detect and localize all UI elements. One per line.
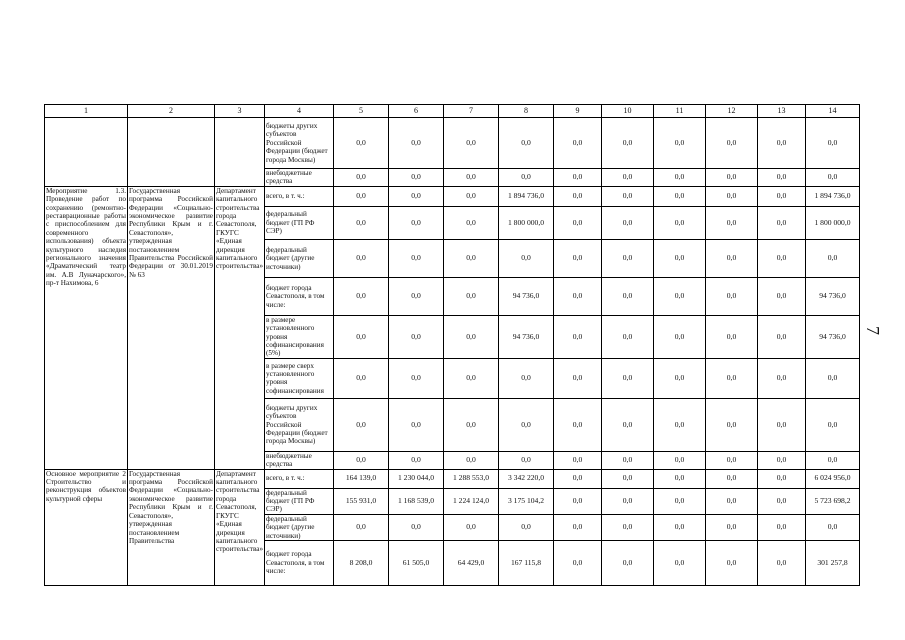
value-cell: 1 894 736,0 bbox=[806, 186, 860, 206]
value-cell: 5 723 698,2 bbox=[806, 488, 860, 514]
value-cell: 0,0 bbox=[806, 118, 860, 169]
page-number: 7 bbox=[863, 326, 883, 335]
value-cell: 94 736,0 bbox=[806, 315, 860, 358]
value-cell: 0,0 bbox=[334, 451, 389, 469]
value-cell: 1 800 000,0 bbox=[499, 206, 554, 239]
value-cell: 0,0 bbox=[334, 169, 389, 187]
value-cell: 0,0 bbox=[444, 169, 499, 187]
table-row bbox=[45, 118, 860, 169]
value-cell: 0,0 bbox=[654, 169, 706, 187]
program-cell bbox=[128, 118, 215, 187]
value-cell: 0,0 bbox=[654, 186, 706, 206]
value-cell: 0,0 bbox=[389, 239, 444, 277]
value-cell: 0,0 bbox=[654, 206, 706, 239]
executor-cell: Департамент капитального строительства города Севастополя, ГКУГС «Единая дирекция капитального строительства» bbox=[215, 186, 265, 469]
value-cell: 0,0 bbox=[554, 451, 602, 469]
column-number-9: 9 bbox=[554, 105, 602, 118]
value-cell: 61 505,0 bbox=[389, 541, 444, 586]
column-number-8: 8 bbox=[499, 105, 554, 118]
value-cell: 167 115,8 bbox=[499, 541, 554, 586]
value-cell: 0,0 bbox=[444, 118, 499, 169]
value-cell: 0,0 bbox=[554, 118, 602, 169]
program-cell: Государственная программа Российской Федерации «Социально-экономическое развитие Республики Крым и г. Севастополя», утвержденная постановлением Правительства bbox=[128, 469, 215, 585]
value-cell: 0,0 bbox=[554, 277, 602, 315]
funding-source: федеральный бюджет (другие источники) bbox=[265, 514, 334, 540]
value-cell: 0,0 bbox=[334, 239, 389, 277]
value-cell: 1 800 000,0 bbox=[806, 206, 860, 239]
value-cell: 0,0 bbox=[602, 488, 654, 514]
value-cell: 0,0 bbox=[654, 514, 706, 540]
value-cell: 0,0 bbox=[389, 118, 444, 169]
value-cell: 94 736,0 bbox=[806, 277, 860, 315]
value-cell: 0,0 bbox=[706, 451, 758, 469]
funding-source: внебюджетные средства bbox=[265, 451, 334, 469]
value-cell: 0,0 bbox=[389, 514, 444, 540]
value-cell: 0,0 bbox=[444, 451, 499, 469]
value-cell: 0,0 bbox=[706, 469, 758, 488]
funding-source: всего, в т. ч.: bbox=[265, 186, 334, 206]
value-cell: 0,0 bbox=[654, 398, 706, 451]
value-cell: 0,0 bbox=[389, 398, 444, 451]
funding-source: бюджеты других субъектов Российской Федерации (бюджет города Москвы) bbox=[265, 398, 334, 451]
value-cell: 0,0 bbox=[758, 514, 806, 540]
value-cell: 0,0 bbox=[334, 206, 389, 239]
funding-source: федеральный бюджет (другие источники) bbox=[265, 239, 334, 277]
value-cell: 0,0 bbox=[706, 118, 758, 169]
value-cell: 0,0 bbox=[602, 398, 654, 451]
value-cell: 0,0 bbox=[334, 358, 389, 398]
column-number-5: 5 bbox=[334, 105, 389, 118]
value-cell: 0,0 bbox=[554, 315, 602, 358]
value-cell: 0,0 bbox=[654, 277, 706, 315]
column-number-header bbox=[45, 105, 860, 118]
value-cell: 0,0 bbox=[499, 514, 554, 540]
column-number-4: 4 bbox=[265, 105, 334, 118]
value-cell: 0,0 bbox=[758, 186, 806, 206]
value-cell: 0,0 bbox=[602, 541, 654, 586]
value-cell: 0,0 bbox=[654, 451, 706, 469]
value-cell: 1 224 124,0 bbox=[444, 488, 499, 514]
table-row bbox=[45, 186, 860, 206]
value-cell: 0,0 bbox=[602, 239, 654, 277]
value-cell: 0,0 bbox=[554, 186, 602, 206]
column-number-14: 14 bbox=[806, 105, 860, 118]
value-cell: 0,0 bbox=[334, 118, 389, 169]
value-cell: 0,0 bbox=[706, 239, 758, 277]
value-cell: 0,0 bbox=[602, 118, 654, 169]
value-cell: 0,0 bbox=[389, 358, 444, 398]
funding-source: федеральный бюджет (ГП РФ СЭР) bbox=[265, 488, 334, 514]
value-cell: 3 342 220,0 bbox=[499, 469, 554, 488]
value-cell: 0,0 bbox=[602, 277, 654, 315]
value-cell: 0,0 bbox=[758, 169, 806, 187]
value-cell: 0,0 bbox=[444, 239, 499, 277]
value-cell: 0,0 bbox=[444, 206, 499, 239]
value-cell: 0,0 bbox=[389, 277, 444, 315]
value-cell: 0,0 bbox=[389, 169, 444, 187]
value-cell: 0,0 bbox=[758, 469, 806, 488]
value-cell: 0,0 bbox=[499, 358, 554, 398]
activity-cell: Основное мероприятие 2 Строительство и реконструкция объектов культурной сферы bbox=[45, 469, 128, 585]
column-number-6: 6 bbox=[389, 105, 444, 118]
column-number-12: 12 bbox=[706, 105, 758, 118]
value-cell: 0,0 bbox=[654, 239, 706, 277]
value-cell: 0,0 bbox=[654, 469, 706, 488]
value-cell: 0,0 bbox=[806, 451, 860, 469]
value-cell: 0,0 bbox=[806, 239, 860, 277]
value-cell: 0,0 bbox=[554, 169, 602, 187]
value-cell: 64 429,0 bbox=[444, 541, 499, 586]
value-cell: 0,0 bbox=[758, 451, 806, 469]
value-cell: 1 230 044,0 bbox=[389, 469, 444, 488]
value-cell: 0,0 bbox=[554, 398, 602, 451]
column-number-10: 10 bbox=[602, 105, 654, 118]
value-cell: 0,0 bbox=[602, 514, 654, 540]
value-cell: 0,0 bbox=[806, 358, 860, 398]
value-cell: 0,0 bbox=[706, 514, 758, 540]
value-cell: 0,0 bbox=[758, 239, 806, 277]
column-number-2: 2 bbox=[128, 105, 215, 118]
value-cell: 0,0 bbox=[602, 469, 654, 488]
value-cell: 0,0 bbox=[654, 488, 706, 514]
value-cell: 0,0 bbox=[654, 118, 706, 169]
value-cell: 0,0 bbox=[602, 358, 654, 398]
value-cell: 0,0 bbox=[499, 169, 554, 187]
value-cell: 0,0 bbox=[806, 398, 860, 451]
column-number-13: 13 bbox=[758, 105, 806, 118]
value-cell: 0,0 bbox=[758, 315, 806, 358]
column-number-3: 3 bbox=[215, 105, 265, 118]
funding-source: внебюджетные средства bbox=[265, 169, 334, 187]
executor-cell: Департамент капитального строительства города Севастополя, ГКУГС «Единая дирекция капитального строительства» bbox=[215, 469, 265, 585]
value-cell: 0,0 bbox=[758, 277, 806, 315]
value-cell: 0,0 bbox=[706, 186, 758, 206]
executor-cell bbox=[215, 118, 265, 187]
value-cell: 0,0 bbox=[554, 469, 602, 488]
value-cell: 0,0 bbox=[706, 541, 758, 586]
column-number-7: 7 bbox=[444, 105, 499, 118]
value-cell: 0,0 bbox=[654, 541, 706, 586]
value-cell: 301 257,8 bbox=[806, 541, 860, 586]
value-cell: 0,0 bbox=[389, 451, 444, 469]
funding-source: федеральный бюджет (ГП РФ СЭР) bbox=[265, 206, 334, 239]
value-cell: 0,0 bbox=[706, 488, 758, 514]
value-cell: 0,0 bbox=[758, 541, 806, 586]
funding-source: бюджеты других субъектов Российской Федерации (бюджет города Москвы) bbox=[265, 118, 334, 169]
value-cell: 0,0 bbox=[499, 398, 554, 451]
value-cell: 8 208,0 bbox=[334, 541, 389, 586]
value-cell: 3 175 104,2 bbox=[499, 488, 554, 514]
value-cell: 94 736,0 bbox=[499, 315, 554, 358]
budget-table bbox=[44, 104, 860, 586]
value-cell: 164 139,0 bbox=[334, 469, 389, 488]
value-cell: 0,0 bbox=[602, 186, 654, 206]
value-cell: 0,0 bbox=[706, 398, 758, 451]
value-cell: 0,0 bbox=[602, 206, 654, 239]
value-cell: 155 931,0 bbox=[334, 488, 389, 514]
value-cell: 0,0 bbox=[806, 514, 860, 540]
funding-source: бюджет города Севастополя, в том числе: bbox=[265, 541, 334, 586]
value-cell: 0,0 bbox=[334, 514, 389, 540]
value-cell: 0,0 bbox=[554, 514, 602, 540]
value-cell: 0,0 bbox=[444, 514, 499, 540]
value-cell: 0,0 bbox=[334, 398, 389, 451]
value-cell: 94 736,0 bbox=[499, 277, 554, 315]
value-cell: 6 024 956,0 bbox=[806, 469, 860, 488]
value-cell: 0,0 bbox=[654, 315, 706, 358]
activity-cell: Мероприятие 1.3. Проведение работ по сохранению (ремонтно-реставрационные работы с приспособлением для современного использования) объекта культурного наследия регионального значения «Драматический театр им. А.В Луначарского», пр-т Нахимова, 6 bbox=[45, 186, 128, 469]
value-cell: 0,0 bbox=[554, 541, 602, 586]
value-cell: 0,0 bbox=[389, 206, 444, 239]
value-cell: 0,0 bbox=[499, 239, 554, 277]
value-cell: 0,0 bbox=[758, 488, 806, 514]
value-cell: 0,0 bbox=[334, 186, 389, 206]
value-cell: 0,0 bbox=[706, 169, 758, 187]
funding-source: всего, в т. ч.: bbox=[265, 469, 334, 488]
value-cell: 0,0 bbox=[706, 358, 758, 398]
value-cell: 0,0 bbox=[758, 358, 806, 398]
value-cell: 1 288 553,0 bbox=[444, 469, 499, 488]
value-cell: 0,0 bbox=[444, 315, 499, 358]
value-cell: 0,0 bbox=[806, 169, 860, 187]
funding-source: бюджет города Севастополя, в том числе: bbox=[265, 277, 334, 315]
value-cell: 0,0 bbox=[444, 398, 499, 451]
value-cell: 0,0 bbox=[554, 239, 602, 277]
value-cell: 0,0 bbox=[444, 186, 499, 206]
value-cell: 0,0 bbox=[706, 277, 758, 315]
value-cell: 0,0 bbox=[389, 186, 444, 206]
value-cell: 0,0 bbox=[706, 315, 758, 358]
column-number-1: 1 bbox=[45, 105, 128, 118]
value-cell: 0,0 bbox=[758, 206, 806, 239]
value-cell: 0,0 bbox=[554, 358, 602, 398]
value-cell: 0,0 bbox=[758, 398, 806, 451]
value-cell: 0,0 bbox=[706, 206, 758, 239]
value-cell: 0,0 bbox=[389, 315, 444, 358]
value-cell: 0,0 bbox=[758, 118, 806, 169]
table-row bbox=[45, 469, 860, 488]
value-cell: 0,0 bbox=[334, 315, 389, 358]
value-cell: 0,0 bbox=[444, 358, 499, 398]
value-cell: 0,0 bbox=[602, 169, 654, 187]
value-cell: 0,0 bbox=[654, 358, 706, 398]
activity-cell bbox=[45, 118, 128, 187]
funding-source: в размере сверх установленного уровня софинансирования bbox=[265, 358, 334, 398]
value-cell: 1 894 736,0 bbox=[499, 186, 554, 206]
funding-source: в размере установленного уровня софинансирования (5%) bbox=[265, 315, 334, 358]
column-number-11: 11 bbox=[654, 105, 706, 118]
value-cell: 0,0 bbox=[602, 451, 654, 469]
value-cell: 0,0 bbox=[499, 118, 554, 169]
value-cell: 0,0 bbox=[444, 277, 499, 315]
program-cell: Государственная программа Российской Федерации «Социально-экономическое развитие Республики Крым и г. Севастополя», утвержденная постановлением Правительства Российской Федерации от 30.01.2019 № 63 bbox=[128, 186, 215, 469]
value-cell: 1 168 539,0 bbox=[389, 488, 444, 514]
value-cell: 0,0 bbox=[602, 315, 654, 358]
value-cell: 0,0 bbox=[554, 488, 602, 514]
value-cell: 0,0 bbox=[334, 277, 389, 315]
value-cell: 0,0 bbox=[499, 451, 554, 469]
value-cell: 0,0 bbox=[554, 206, 602, 239]
